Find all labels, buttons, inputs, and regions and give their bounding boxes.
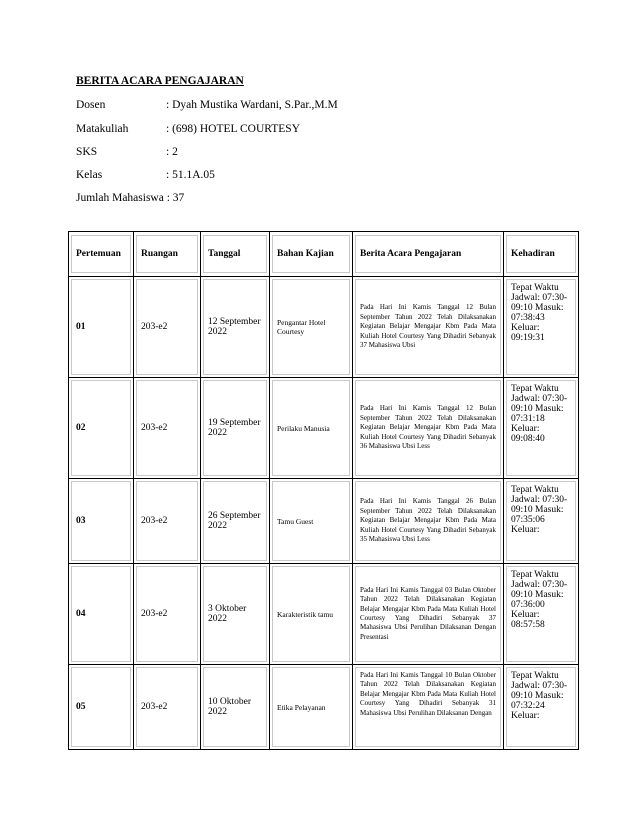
cell-berita-acara: Pada Hari Ini Kamis Tanggal 26 Bulan September Tahun 2022 Telah Dilaksanakan Kegiatan Belajar Mengajar Kbm Pada Mata Kuliah Hotel Courtesy Yang Dihadiri Sebanyak 35 Mahasiswa Ubsi Less	[353, 479, 504, 564]
cell-ruangan: 203-e2	[134, 665, 201, 750]
cell-ruangan: 203-e2	[134, 479, 201, 564]
cell-pertemuan: 01	[69, 277, 134, 378]
cell-bahan-kajian: Pengantar Hotel Courtesy	[270, 277, 353, 378]
column-header-pertemuan: Pertemuan	[69, 232, 134, 277]
table-row	[69, 277, 579, 378]
cell-berita-acara: Pada Hari Ini Kamis Tanggal 03 Bulan Oktober Tahun 2022 Telah Dilaksanakan Kegiatan Belajar Mengajar Kbm Pada Mata Kuliah Hotel Courtesy Yang Dihadiri Sebanyak 37 Mahasiswa Ubsi Perulihan Dilaksanan Dengan Presentasi	[353, 564, 504, 665]
cell-pertemuan: 02	[69, 378, 134, 479]
cell-pertemuan: 05	[69, 665, 134, 750]
cell-ruangan: 203-e2	[134, 378, 201, 479]
field-label: Kelas	[76, 169, 103, 181]
cell-bahan-kajian: Karakteristik tamu	[270, 564, 353, 665]
cell-kehadiran: Tepat Waktu Jadwal: 07:30-09:10 Masuk: 07:35:06 Keluar:	[504, 479, 579, 564]
document-title: BERITA ACARA PENGAJARAN	[76, 75, 244, 87]
field-kelas	[76, 169, 215, 181]
cell-pertemuan: 04	[69, 564, 134, 665]
cell-kehadiran: Tepat Waktu Jadwal: 07:30-09:10 Masuk: 07:31:18 Keluar: 09:08:40	[504, 378, 579, 479]
cell-tanggal: 12 September 2022	[201, 277, 270, 378]
field-dosen	[76, 99, 338, 111]
field-label: Dosen	[76, 99, 106, 111]
jumlah-mahasiswa: Jumlah Mahasiswa : 37	[76, 192, 185, 204]
cell-bahan-kajian: Etika Pelayanan	[270, 665, 353, 750]
cell-ruangan: 203-e2	[134, 277, 201, 378]
cell-tanggal: 26 September 2022	[201, 479, 270, 564]
table-row	[69, 665, 579, 750]
column-header-tanggal: Tanggal	[201, 232, 270, 277]
field-label: SKS	[76, 146, 98, 158]
table-row	[69, 564, 579, 665]
cell-kehadiran: Tepat Waktu Jadwal: 07:30-09:10 Masuk: 07:32:24 Keluar:	[504, 665, 579, 750]
field-value: : (698) HOTEL COURTESY	[166, 123, 300, 135]
column-header-bahan-kajian: Bahan Kajian	[270, 232, 353, 277]
cell-ruangan: 203-e2	[134, 564, 201, 665]
cell-bahan-kajian: Perilaku Manusia	[270, 378, 353, 479]
cell-kehadiran: Tepat Waktu Jadwal: 07:30-09:10 Masuk: 07:38:43 Keluar: 09:19:31	[504, 277, 579, 378]
cell-berita-acara: Pada Hari Ini Kamis Tanggal 12 Bulan September Tahun 2022 Telah Dilaksanakan Kegiatan Belajar Mengajar Kbm Pada Mata Kuliah Hotel Courtesy Yang Dihadiri Sebanyak 36 Mahasiswa Ubsi Less	[353, 378, 504, 479]
field-value: : Dyah Mustika Wardani, S.Par.,M.M	[166, 99, 338, 111]
field-matakuliah	[76, 123, 300, 135]
table-row	[69, 378, 579, 479]
cell-tanggal: 3 Oktober 2022	[201, 564, 270, 665]
field-value: : 2	[166, 146, 178, 158]
cell-kehadiran: Tepat Waktu Jadwal: 07:30-09:10 Masuk: 07:36:00 Keluar: 08:57:58	[504, 564, 579, 665]
field-value: : 51.1A.05	[166, 169, 215, 181]
column-header-berita-acara: Berita Acara Pengajaran	[353, 232, 504, 277]
field-sks	[76, 146, 178, 158]
cell-tanggal: 10 Oktober 2022	[201, 665, 270, 750]
cell-berita-acara: Pada Hari Ini Kamis Tanggal 10 Bulan Oktober Tahun 2022 Telah Dilaksanakan Kegiatan Belajar Mengajar Kbm Pada Mata Kuliah Hotel Courtesy Yang Dihadiri Sebanyak 31 Mahasiswa Ubsi Perulihan Dilaksanan Dengan	[353, 665, 504, 750]
column-header-ruangan: Ruangan	[134, 232, 201, 277]
column-header-kehadiran: Kehadiran	[504, 232, 579, 277]
field-label: Matakuliah	[76, 123, 129, 135]
cell-bahan-kajian: Tamu Guest	[270, 479, 353, 564]
cell-pertemuan: 03	[69, 479, 134, 564]
table-row	[69, 479, 579, 564]
attendance-table	[68, 231, 579, 750]
cell-tanggal: 19 September 2022	[201, 378, 270, 479]
table-header-row	[69, 232, 579, 277]
cell-berita-acara: Pada Hari Ini Kamis Tanggal 12 Bulan September Tahun 2022 Telah Dilaksanakan Kegiatan Belajar Mengajar Kbm Pada Mata Kuliah Hotel Courtesy Yang Dihadiri Sebanyak 37 Mahasiswa Ubsi	[353, 277, 504, 378]
